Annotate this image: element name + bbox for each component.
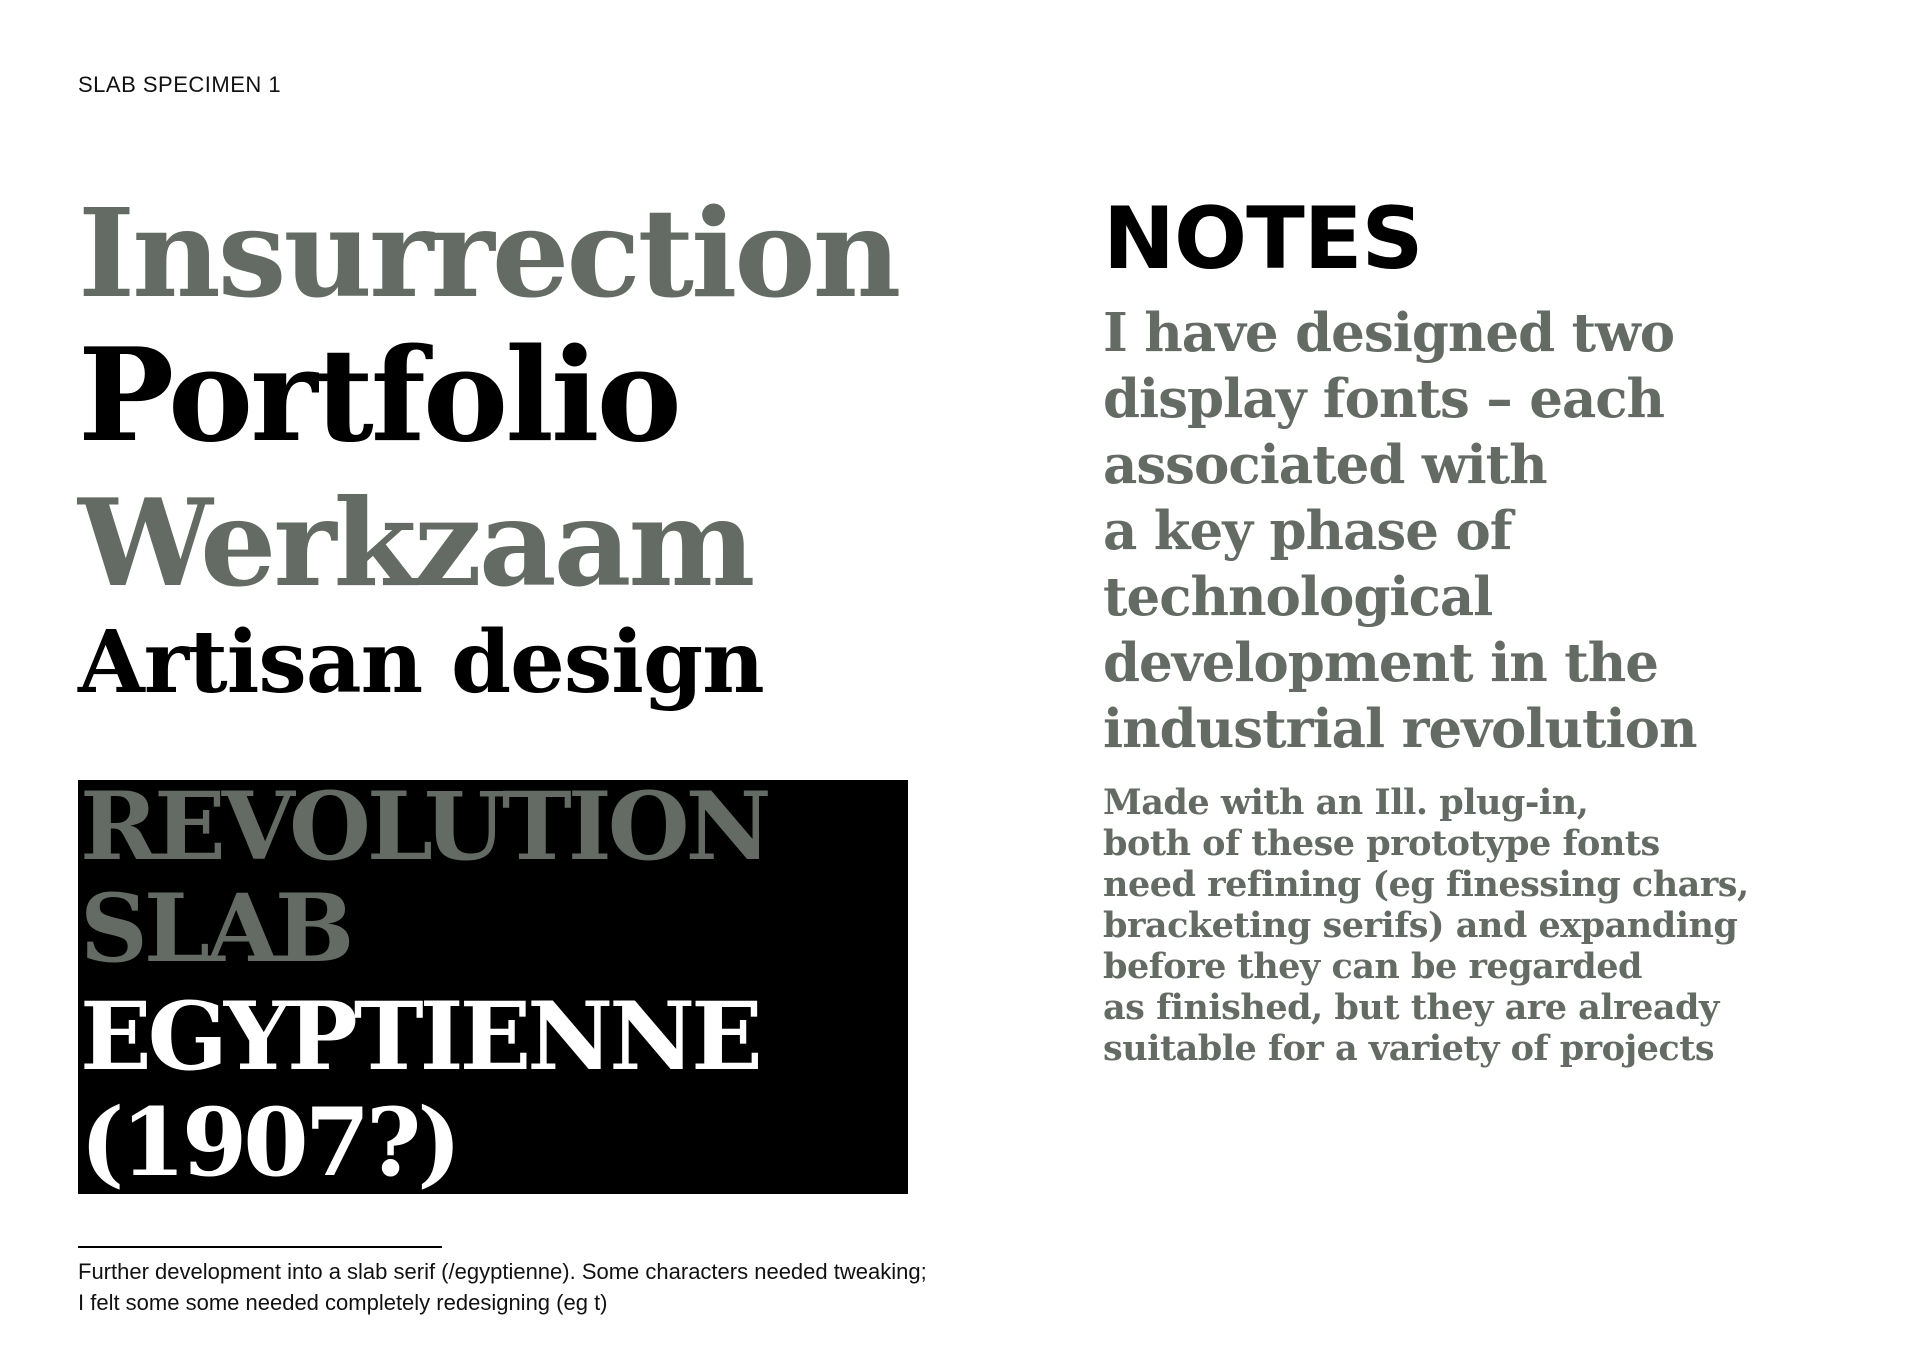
panel-line-egyptienne: EGYPTIENNE: [80, 982, 759, 1092]
notes-small-line: both of these prototype fonts: [1103, 823, 1660, 864]
caption-line: I felt some some needed completely redesigning (eg t): [78, 1290, 608, 1315]
notes-large-line: development in the: [1103, 632, 1658, 694]
notes-large-line: associated with: [1103, 434, 1547, 496]
caption-divider: [78, 1246, 442, 1248]
specimen-line-artisan-design: Artisan design: [78, 612, 764, 713]
notes-large-line: a key phase of: [1103, 500, 1512, 562]
notes-column: [1103, 189, 1903, 1069]
notes-large-text: [1103, 300, 1920, 762]
specimen-black-panel: [78, 780, 908, 1194]
panel-line-year: (1907?): [80, 1088, 458, 1194]
specimen-line-insurrection: Insurrection: [78, 181, 899, 325]
notes-small-line: need refining (eg finessing chars,: [1103, 864, 1749, 905]
notes-large-line: industrial revolution: [1103, 698, 1697, 760]
notes-large-line: I have designed two: [1103, 302, 1675, 364]
specimen-line-portfolio: Portfolio: [78, 321, 679, 471]
notes-small-text: [1103, 782, 1920, 1069]
panel-line-slab: SLAB: [80, 874, 351, 984]
specimen-line-werkzaam: Werkzaam: [78, 473, 753, 614]
notes-small-line: Made with an Ill. plug-in,: [1103, 782, 1589, 823]
page-header-label: SLAB SPECIMEN 1: [78, 72, 282, 97]
notes-small-line: as finished, but they are already: [1103, 987, 1719, 1028]
notes-small-line: bracketing serifs) and expanding: [1103, 905, 1738, 946]
notes-title: NOTES: [1103, 189, 1423, 289]
notes-large-line: display fonts – each: [1103, 368, 1665, 430]
caption: [78, 1256, 1178, 1318]
notes-small-line: before they can be regarded: [1103, 946, 1642, 987]
notes-large-line: technological: [1103, 566, 1493, 628]
caption-line: Further development into a slab serif (/egyptienne). Some characters needed tweaking;: [78, 1259, 927, 1284]
panel-line-revolution: REVOLUTION: [80, 780, 768, 882]
notes-small-line: suitable for a variety of projects: [1103, 1028, 1715, 1069]
